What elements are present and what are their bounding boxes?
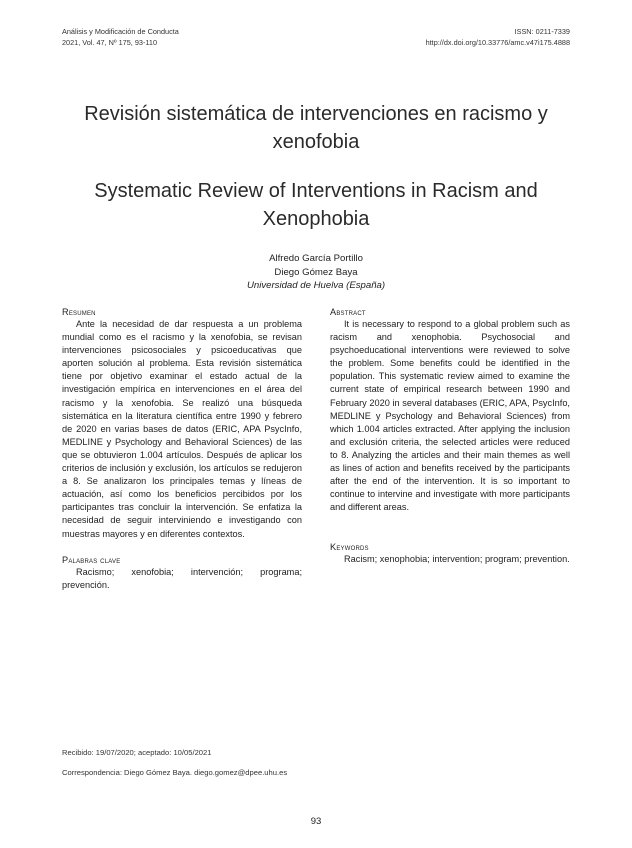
author-1: Alfredo García Portillo xyxy=(269,253,363,264)
palabras-clave-text: Racismo; xenofobia; intervención; programa; prevención. xyxy=(62,566,302,590)
page-number: 93 xyxy=(310,816,322,827)
issn-header xyxy=(426,26,570,48)
abstract-text: It is necessary to respond to a global problem such as racism and xenophobia. Psychosocial and psychoeducational interventions were reviewed to solve the problem. Some benefits could be identified in the population. This systematic review aimed to examine the current state of empirical research between 1990 and February 2020 in several databases (ERIC, APA, PsycInfo, MEDLINE y Psychology and Behavioral Sciences) from which 1.004 articles extracted. After applying the inclusion and exclusión criteria, the selected articles were reduced to 8. Analyzing the articles and their main themes as well as lines of action and benefits received by the participants after the end of the intervention. It is so important to continue to intervine and investigate with more participants and different areas. xyxy=(330,319,570,513)
correspondence: Correspondencia: Diego Gómez Baya. diego.gomez@dpee.uhu.es xyxy=(62,768,288,777)
received-date: Recibido: 19/07/2020; aceptado: 10/05/2021 xyxy=(62,748,212,757)
resumen-text: Ante la necesidad de dar respuesta a un problema mundial como es el racismo y la xenofobia, se revisan intervenciones psicosociales y psicoeducativas que aporten solución al problema. Esta revisión sistemática tiene por objetivo examinar el estado actual de la investigación empírica en intervenciones en el área del racismo y la xenofobia. Se realizó una búsqueda sistemática en la literatura científica entre 1990 y febrero de 2020 en varias bases de datos (ERIC, APA PsycInfo, MEDLINE y Psychology and Behavioral Sciences) de las que se obtuvieron 1.004 artículos. Después de aplicar los criterios de inclusión y exclusión, los artículos se redujeron a 8. Se analizaron los principales temas y líneas de actuación, así como los beneficios percibidos por los participantes tras concluir la intervención. Se enfatiza la necesidad de seguir interviniendo e investigando con muestras mayores y en diferentes contextos. xyxy=(62,319,302,539)
title-english: Systematic Review of Interventions in Racism and Xenophobia xyxy=(94,180,538,230)
resumen-column xyxy=(62,306,302,592)
doi-link[interactable]: http://dx.doi.org/10.33776/amc.v47i175.4888 xyxy=(425,38,570,47)
volume-info: 2021, Vol. 47, Nº 175, 93-110 xyxy=(62,38,158,47)
resumen-heading: Resumen xyxy=(62,307,96,317)
keywords-heading: Keywords xyxy=(330,542,369,553)
abstract-column xyxy=(330,306,570,567)
palabras-clave-heading: Palabras clave xyxy=(62,554,121,565)
author-block xyxy=(62,252,570,293)
palabras-clave-block xyxy=(62,554,302,592)
keywords-text: Racism; xenophobia; intervention; program; prevention. xyxy=(344,554,570,565)
keywords-block xyxy=(330,541,570,566)
affiliation: Universidad de Huelva (España) xyxy=(246,280,386,291)
title-spanish: Revisión sistemática de intervenciones en racismo y xenofobia xyxy=(84,103,548,153)
issn: ISSN: 0211-7339 xyxy=(514,27,570,36)
abstract-heading: Abstract xyxy=(330,307,366,317)
journal-name: Análisis y Modificación de Conducta xyxy=(62,27,179,36)
journal-header xyxy=(62,26,179,48)
author-2: Diego Gómez Baya xyxy=(274,266,358,278)
